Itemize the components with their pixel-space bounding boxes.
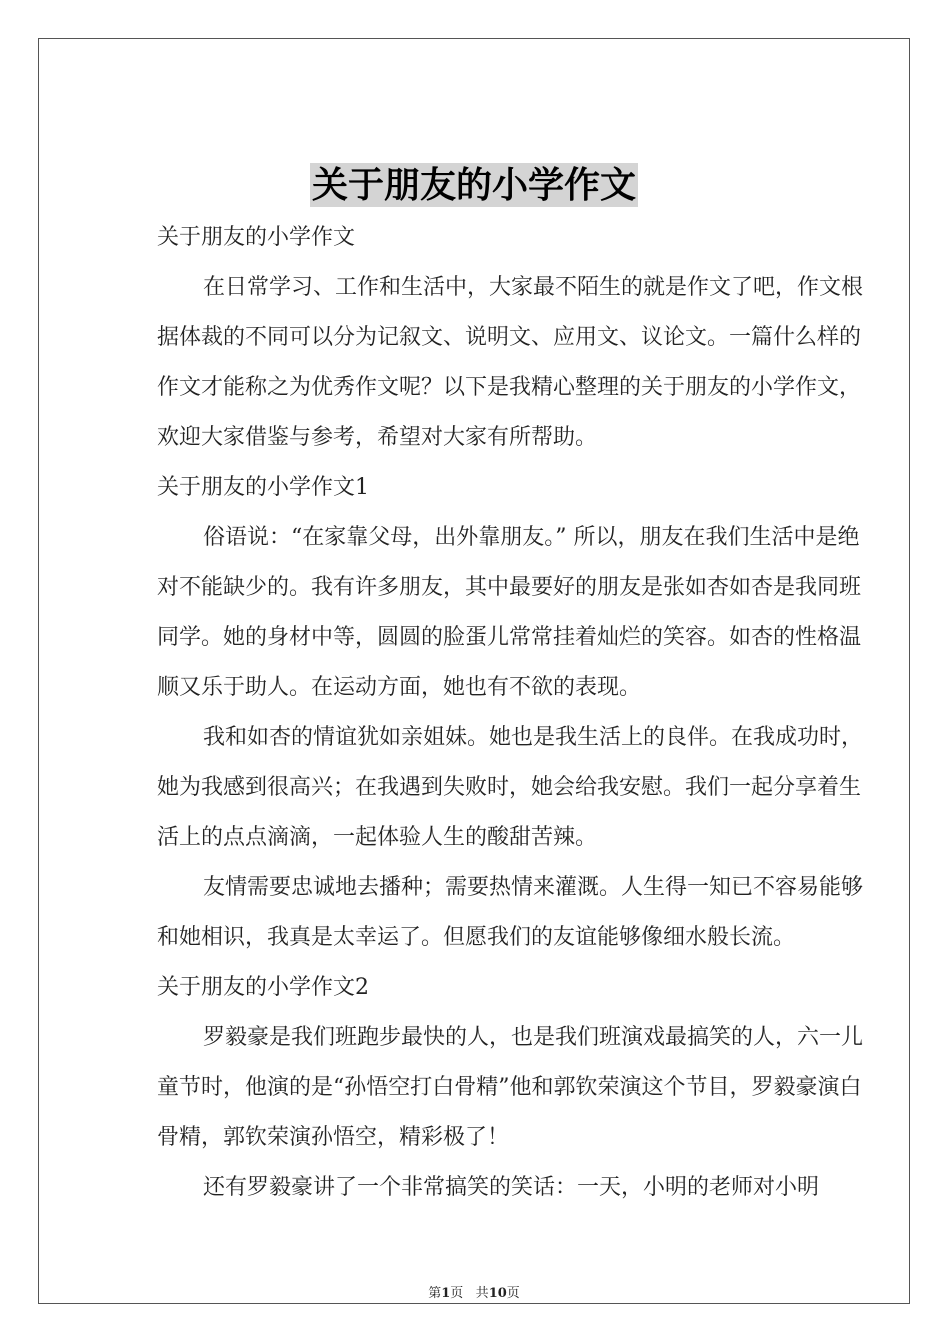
paragraph: 在日常学习、工作和生活中，大家最不陌生的就是作文了吧，作文根据体裁的不同可以分为记叙文、说明文、应用文、议论文。一篇什么样的作文才能称之为优秀作文呢？以下是我精心整理的关于朋友的小学作文，欢迎大家借鉴与参考，希望对大家有所帮助。 bbox=[157, 275, 864, 450]
total-prefix: 共 bbox=[475, 1286, 489, 1301]
page-prefix: 第 bbox=[428, 1286, 442, 1301]
page-current: 1 bbox=[441, 1286, 451, 1301]
document-body bbox=[157, 213, 877, 1213]
document-title: 关于朋友的小学作文 bbox=[311, 164, 636, 206]
section-heading: 关于朋友的小学作文1 bbox=[157, 475, 369, 500]
document-title-wrap bbox=[39, 163, 909, 217]
document-page bbox=[38, 38, 910, 1304]
paragraph: 还有罗毅豪讲了一个非常搞笑的笑话：一天，小明的老师对小明 bbox=[203, 1175, 820, 1200]
page-suffix: 页 bbox=[450, 1286, 464, 1301]
page-footer bbox=[39, 1285, 909, 1303]
paragraph: 关于朋友的小学作文 bbox=[157, 225, 356, 250]
section-heading: 关于朋友的小学作文2 bbox=[157, 975, 369, 1000]
paragraph: 友情需要忠诚地去播种；需要热情来灌溉。人生得一知已不容易能够和她相识，我真是太幸运了。但愿我们的友谊能够像细水般长流。 bbox=[157, 875, 864, 950]
paragraph: 俗语说：“在家靠父母，出外靠朋友。” 所以，朋友在我们生活中是绝对不能缺少的。我有许多朋友，其中最要好的朋友是张如杏如杏是我同班同学。她的身材中等，圆圆的脸蛋儿常常挂着灿烂的笑容。如杏的性格温顺又乐于助人。在运动方面，她也有不欲的表现。 bbox=[157, 525, 862, 700]
paragraph: 罗毅豪是我们班跑步最快的人，也是我们班演戏最搞笑的人，六一儿童节时，他演的是“孙悟空打白骨精”他和郭钦荣演这个节目，罗毅豪演白骨精，郭钦荣演孙悟空，精彩极了！ bbox=[157, 1025, 864, 1150]
paragraph: 我和如杏的情谊犹如亲姐妹。她也是我生活上的良伴。在我成功时，她为我感到很高兴；在我遇到失败时，她会给我安慰。我们一起分享着生活上的点点滴滴，一起体验人生的酸甜苦辣。 bbox=[157, 725, 864, 850]
total-suffix: 页 bbox=[506, 1286, 520, 1301]
page-total: 10 bbox=[488, 1286, 507, 1301]
